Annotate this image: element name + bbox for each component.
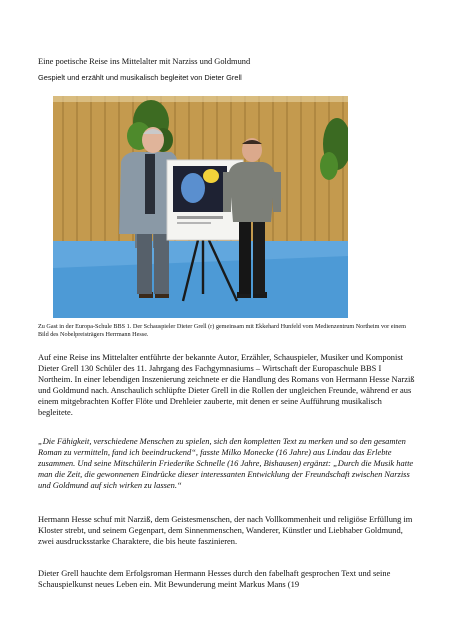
article-title: Eine poetische Reise ins Mittelalter mit Narziss und Goldmund xyxy=(38,57,251,66)
paragraph-4: Dieter Grell hauchte dem Erfolgsroman Hermann Hesses durch den fabelhaft gesprochen Text und seine Schauspielkunst neues Leben ein. Mit Bewunderung meint Markus Mans (19 xyxy=(38,568,391,590)
photo-illustration xyxy=(53,96,348,318)
photo-caption: Zu Gast in der Europa-Schule BBS 1. Der Schauspieler Dieter Grell (r) gemeinsam mit Ekkehard Hunfeld vom Medienzentrum Northeim vor einem Bild des Nobelpreisträgers Herrmann Hesse. xyxy=(38,323,406,339)
paragraph-2: „Die Fähigkeit, verschiedene Menschen zu spielen, sich den kompletten Text zu merken und so den gesamten Roman zu vermitteln, fand ich beeindruckend“, fasste Milko Monecke (16 Jahre) aus Lindau das Erlebte zusammen. Und seine Mitschülerin Friederike Schnelle (16 Jahre, Bishausen) ergänzt: „Durch die Musik hatte man die Zeit, die gewonnenen Eindrücke dieser interessanten Entwicklung der Freundschaft zwischen Narziss und Goldmund auf sich wirken zu lassen.“ xyxy=(38,436,414,491)
article-subtitle: Gespielt und erzählt und musikalisch begleitet von Dieter Grell xyxy=(38,73,242,82)
paragraph-1: Auf eine Reise ins Mittelalter entführte der bekannte Autor, Erzähler, Schauspieler, Musiker und Komponist Dieter Grell 130 Schüler des 11. Jahrgang des Fachgymnasiums – Wirtschaft der Europaschule BBS I Northeim. In einer lebendigen Inszenierung zeichnete er die Handlung des Romans von Hermann Hesse Narziß und Goldmund nach. Anschaulich schlüpfte Dieter Grell in die Rollen der ungleichen Freunde, während er aus einem mitgebrachten Koffer Flöte und Drehleier zauberte, mit denen er seine Aufführung musikalisch begleitete. xyxy=(38,352,415,418)
paragraph-3: Hermann Hesse schuf mit Narziß, dem Geistesmenschen, der nach Vollkommenheit und religiöse Erfüllung im Kloster strebt, und seinem Gegenpart, dem Sinnenmenschen, Wanderer, Künstler und Liebhaber Goldmund, zwei ausdrucksstarke Charaktere, die bis heute faszinieren. xyxy=(38,514,413,547)
article-photo xyxy=(53,96,348,318)
